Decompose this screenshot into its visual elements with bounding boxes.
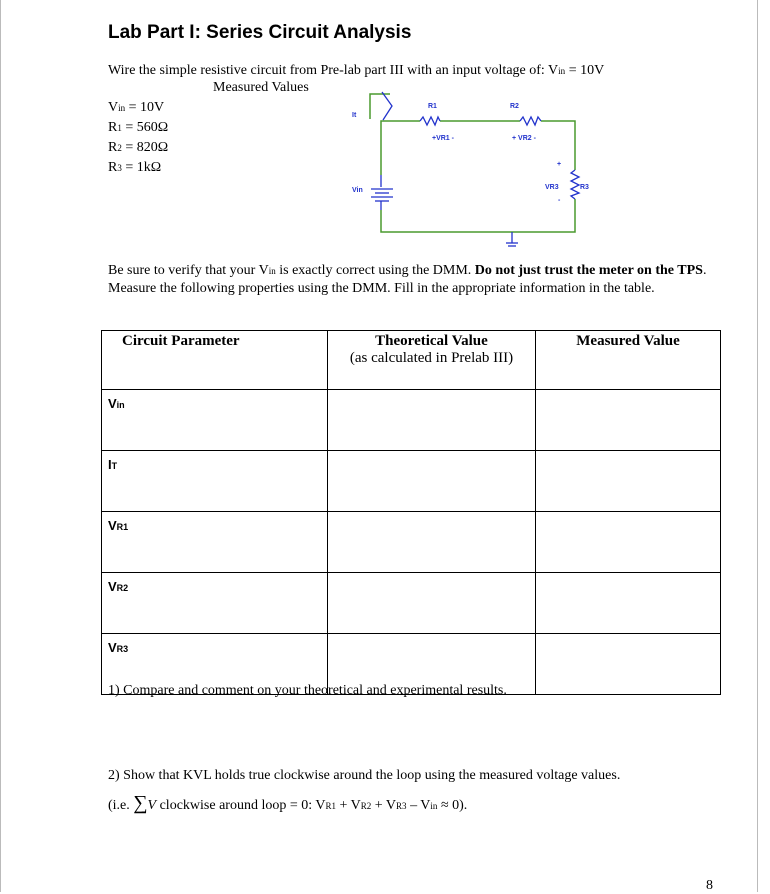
question-1: 1) Compare and comment on your theoretical and experimental results. xyxy=(108,683,507,698)
label-r2: R2 xyxy=(510,103,519,110)
measured-cell[interactable] xyxy=(536,573,721,634)
value-vin: Vin = 10V xyxy=(108,100,165,115)
theoretical-cell[interactable] xyxy=(328,390,536,451)
label-r1: R1 xyxy=(428,103,437,110)
label-it: It xyxy=(352,112,357,119)
param-it: IT xyxy=(102,451,328,512)
header-circuit-parameter: Circuit Parameter xyxy=(102,331,328,390)
theoretical-cell[interactable] xyxy=(328,451,536,512)
label-vin: Vin xyxy=(352,187,363,194)
resistor-r1-icon xyxy=(420,117,440,125)
table-row xyxy=(102,390,721,451)
current-arrow-icon xyxy=(382,92,392,120)
question-2-formula: (i.e. ∑V clockwise around loop = 0: VR1 + VR2 + VR3 – Vin ≈ 0). xyxy=(108,792,468,814)
value-r1: R1 = 560Ω xyxy=(108,120,169,135)
param-vr1: VR1 xyxy=(102,512,328,573)
table-header-row xyxy=(102,331,721,390)
ground-icon xyxy=(506,232,518,246)
header-theoretical-value: Theoretical Value (as calculated in Prelab III) xyxy=(328,331,536,390)
measured-cell[interactable] xyxy=(536,390,721,451)
intro-value: = 10V xyxy=(565,63,605,78)
theoretical-cell[interactable] xyxy=(328,573,536,634)
page-title: Lab Part I: Series Circuit Analysis xyxy=(108,22,412,43)
table-row xyxy=(102,573,721,634)
value-r3: R3 = 1kΩ xyxy=(108,160,162,175)
resistor-r2-icon xyxy=(520,117,541,125)
intro-main: Wire the simple resistive circuit from Pre-lab part III with an input voltage of: V xyxy=(108,63,559,78)
label-vr1: +VR1 - xyxy=(432,135,454,142)
page-number: 8 xyxy=(706,878,713,893)
verify-paragraph: Be sure to verify that your Vin is exactly correct using the DMM. Do not just trust the meter on the TPS. Measure the following properties using the DMM. Fill in the appropriate information in the table. xyxy=(108,263,707,296)
param-vr2: VR2 xyxy=(102,573,328,634)
resistor-r3-icon xyxy=(571,170,579,199)
measured-cell[interactable] xyxy=(536,634,721,695)
measured-cell[interactable] xyxy=(536,451,721,512)
param-vin: Vin xyxy=(102,390,328,451)
value-r2: R2 = 820Ω xyxy=(108,140,169,155)
label-r3: R3 xyxy=(580,184,589,191)
measured-heading: Measured Values xyxy=(213,80,309,95)
circuit-wires xyxy=(370,94,575,232)
label-vr3-minus: - xyxy=(558,197,561,204)
header-measured-value: Measured Value xyxy=(536,331,721,390)
label-vr3-plus: + xyxy=(557,161,562,168)
label-vr3: VR3 xyxy=(545,184,559,191)
intro-sub: in xyxy=(558,66,566,76)
circuit-diagram xyxy=(0,0,770,260)
table-row xyxy=(102,451,721,512)
measured-cell[interactable] xyxy=(536,512,721,573)
battery-icon xyxy=(371,175,393,210)
table-row xyxy=(102,512,721,573)
question-2: 2) Show that KVL holds true clockwise around the loop using the measured voltage values. xyxy=(108,768,621,783)
param-vr3: VR3 xyxy=(102,634,328,695)
theoretical-cell[interactable] xyxy=(328,512,536,573)
label-vr2: + VR2 - xyxy=(512,135,536,142)
results-table xyxy=(101,330,721,695)
